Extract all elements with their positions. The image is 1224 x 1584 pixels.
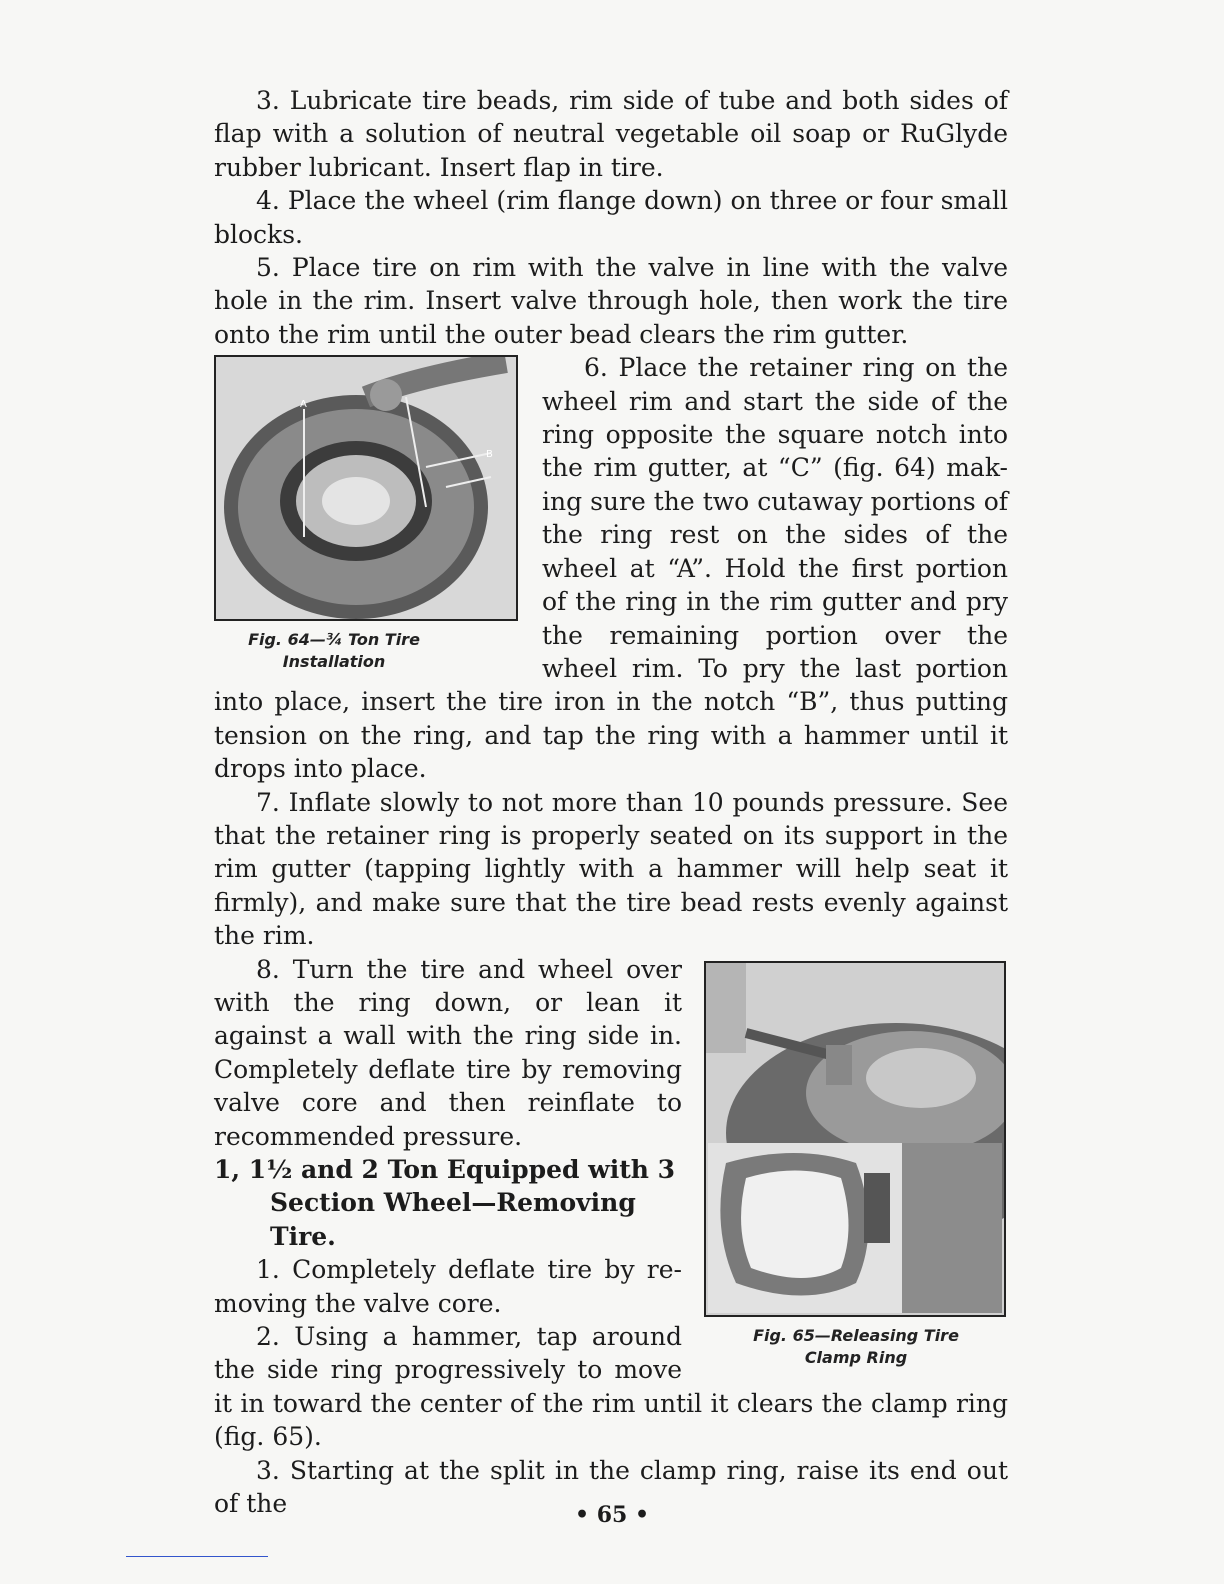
paragraph-step-7: 7. Inflate slowly to not more than 10 pounds pressure. See that the retainer ring is properly seated on its support in the rim gutter (tapping lightly with a hammer will help seat it firmly), and make sure that the tire bead rests evenly against the rim.	[214, 787, 1008, 951]
figure-64-image	[214, 355, 518, 621]
paragraph-step-3: 3. Lubricate tire beads, rim side of tube and both sides of flap with a solution of neutral vegetable oil soap or RuGlyde rubber lubricant. Insert flap in tire.	[214, 86, 1008, 182]
figure-65-image	[704, 961, 1006, 1317]
figure-64-label-a: A	[300, 399, 307, 411]
section-heading: 1, 1½ and 2 Ton Equipped with 3 Section Wheel—Removing Tire.	[214, 1155, 676, 1251]
removal-step-1: 1. Completely deflate tire by re-moving the valve core.	[214, 1255, 682, 1318]
figure-64-label-b: B	[486, 449, 493, 461]
footer-rule	[126, 1556, 268, 1557]
page-number: • 65 •	[574, 1502, 650, 1528]
removal-step-3: 3. Starting at the split in the clamp ring, raise its end out of the	[214, 1455, 1008, 1519]
figure-65	[704, 961, 1008, 1369]
figure-64	[214, 355, 520, 673]
paragraph-step-8: 8. Turn the tire and wheel over with the ring down, or lean it against a wall with the ring side in. Completely deflate tire by removing valve core and then reinflate to recommended pressure.	[214, 954, 682, 1151]
figure-65-caption: Fig. 65—Releasing Tire Clamp Ring	[753, 1325, 959, 1367]
removal-step-2: 2. Using a hammer, tap around the side ring progressively to move it in toward the center of the rim until it clears the clamp ring (fig. 65).	[214, 1322, 1008, 1452]
figure-64-caption: Fig. 64—¾ Ton Tire Installation	[248, 630, 420, 672]
page-text	[214, 84, 1008, 1520]
paragraph-step-5: 5. Place tire on rim with the valve in line with the valve hole in the rim. Insert valve through hole, then work the tire onto the rim until the outer bead clears the rim gutter.	[214, 253, 1008, 349]
paragraph-step-4: 4. Place the wheel (rim flange down) on three or four small blocks.	[214, 186, 1008, 249]
paragraph-step-6: 6. Place the retainer ring on the wheel rim and start the side of the ring opposite the square notch into the rim gutter, at “C” (fig. 64) mak-ing sure the two cutaway portions of the ring rest on the sides of the wheel at “A”. Hold the first portion of the ring in the rim gutter and pry the remaining portion over the wheel rim. To pry the last portion into place, insert the tire iron in the notch “B”, thus putting tension on the ring, and tap the ring with a hammer until it drops into place.	[214, 353, 1008, 784]
